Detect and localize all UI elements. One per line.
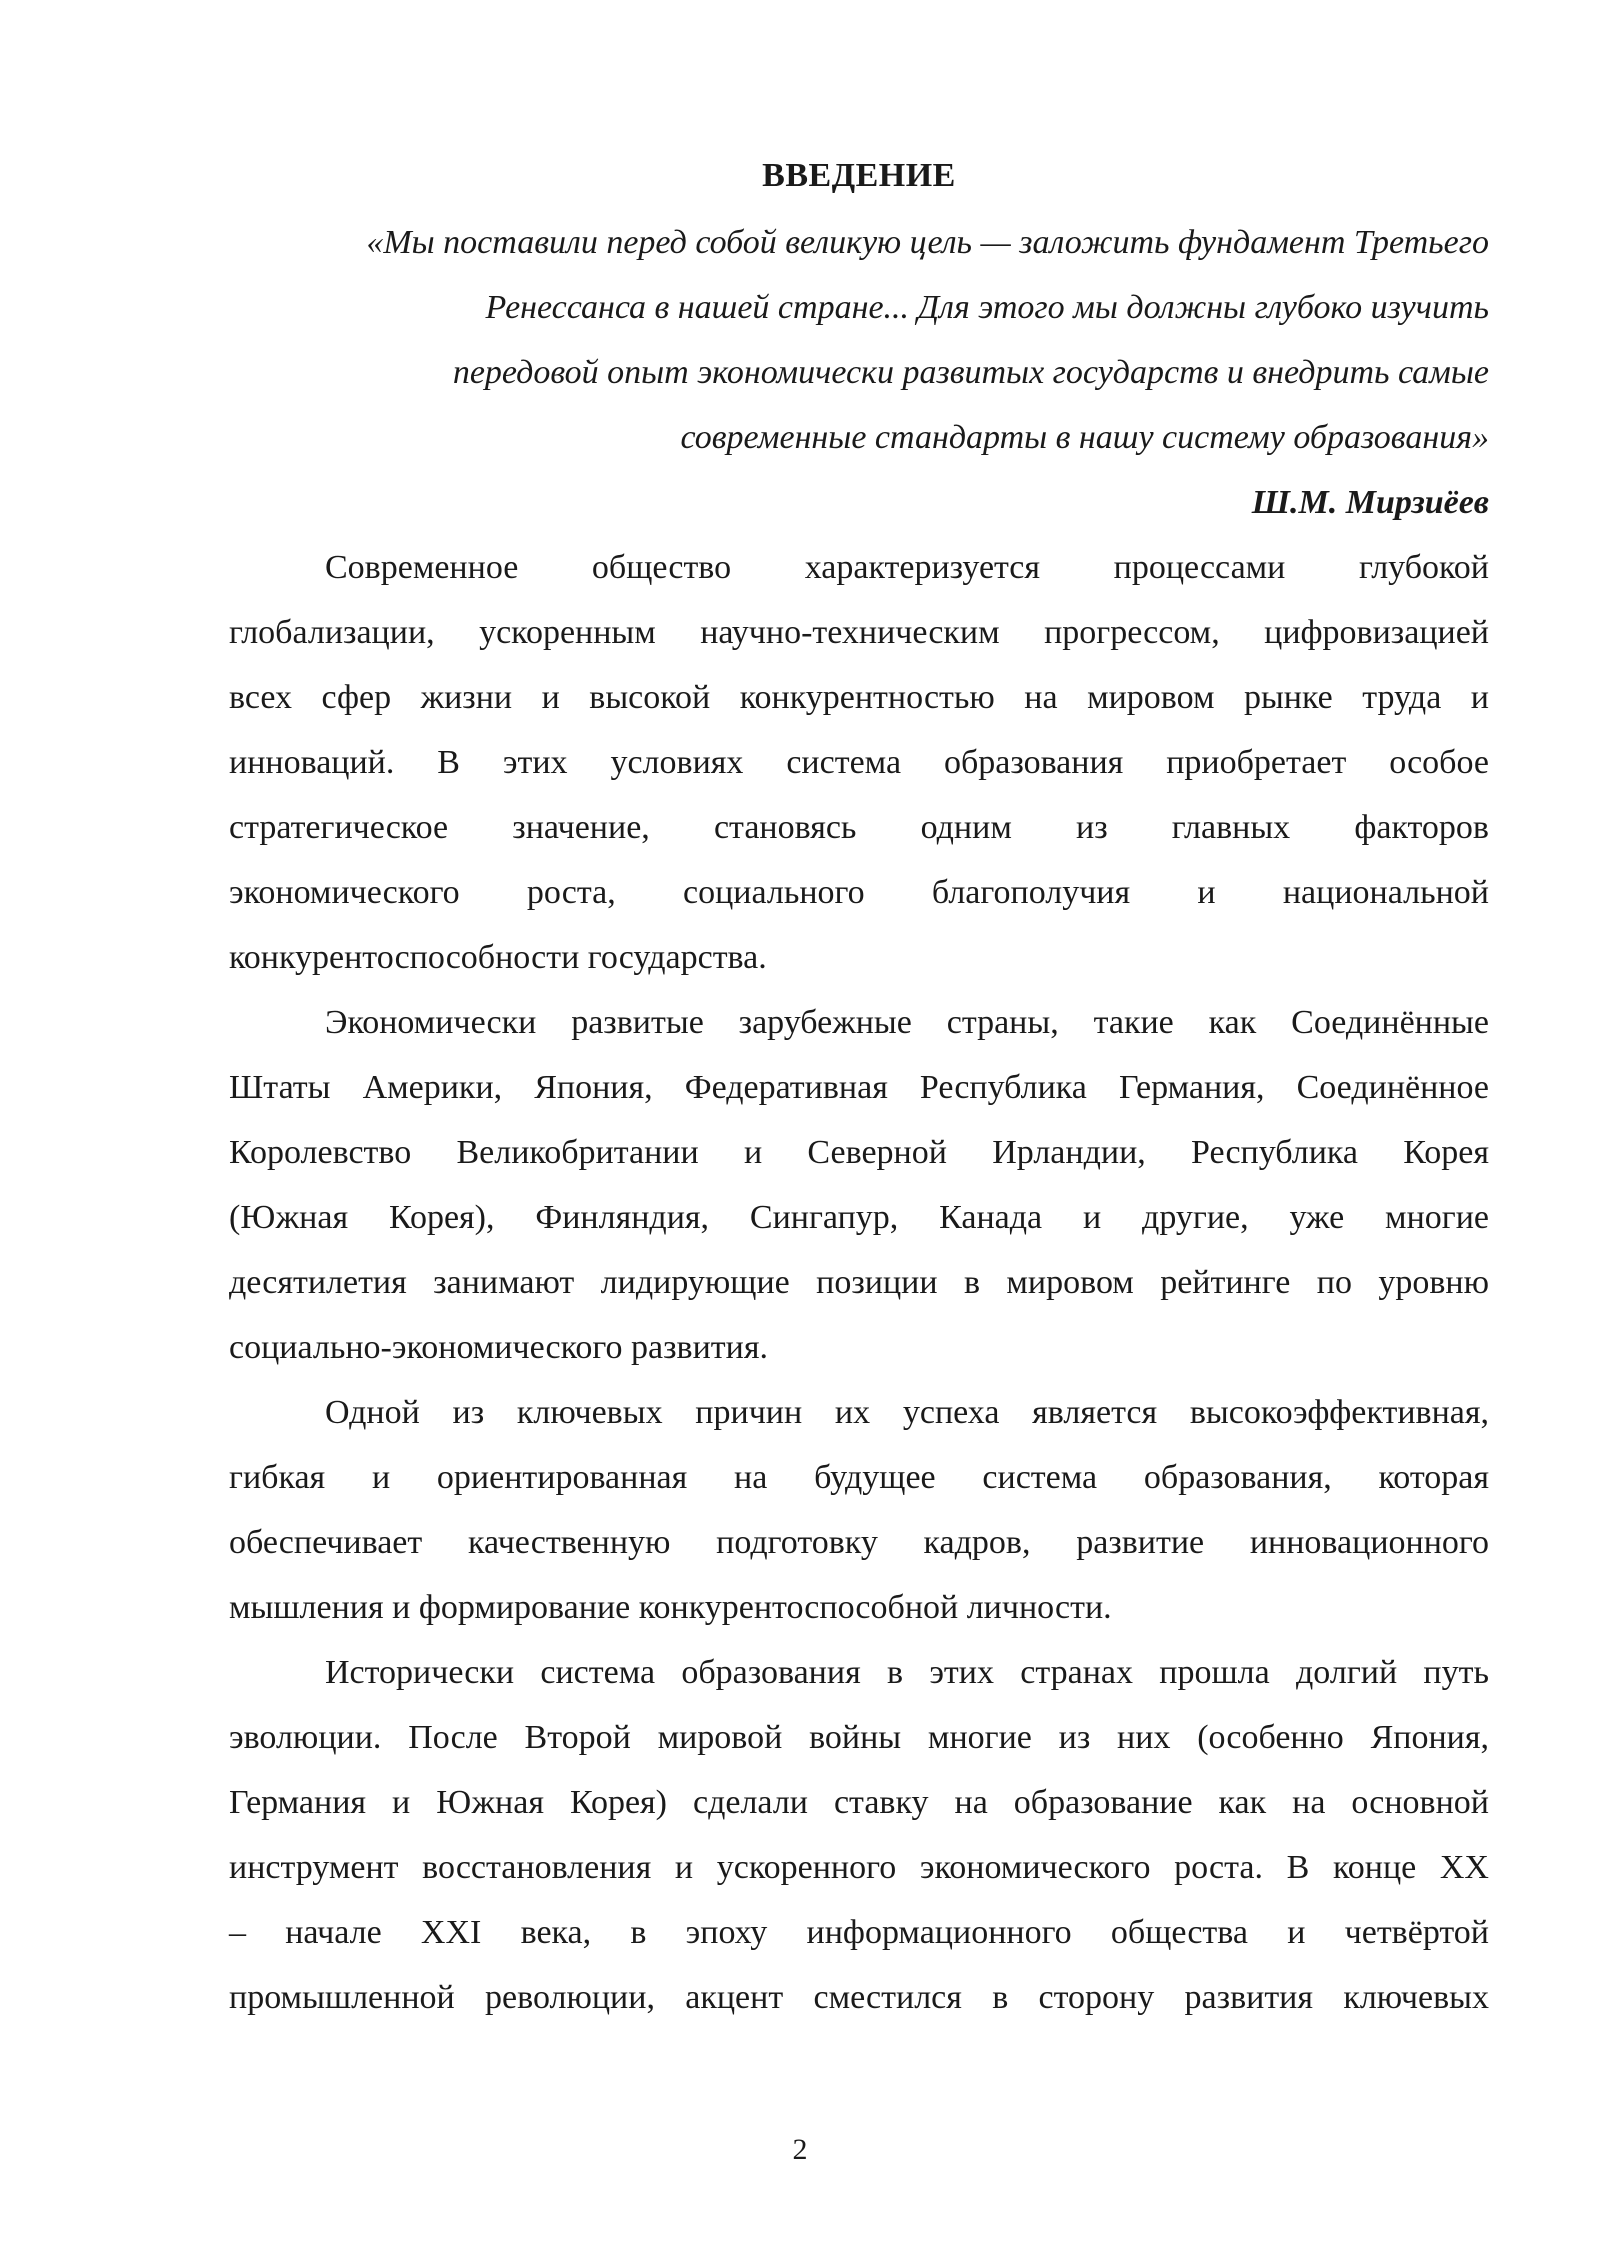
paragraph-line: Одной из ключевых причин их успеха является высокоэффективная, bbox=[325, 1394, 1489, 1431]
body-paragraph bbox=[229, 1640, 1489, 2030]
body-paragraph bbox=[229, 1380, 1489, 1640]
paragraph-line: инструмент восстановления и ускоренного экономического роста. В конце XX bbox=[229, 1849, 1489, 1886]
paragraph-line: гибкая и ориентированная на будущее система образования, которая bbox=[229, 1459, 1489, 1496]
page-number: 2 bbox=[792, 2133, 808, 2166]
paragraph-line: Штаты Америки, Япония, Федеративная Республика Германия, Соединённое bbox=[229, 1069, 1489, 1106]
paragraph-line: (Южная Корея), Финляндия, Сингапур, Канада и другие, уже многие bbox=[229, 1199, 1489, 1236]
body-paragraph bbox=[229, 535, 1489, 990]
paragraph-line: Германия и Южная Корея) сделали ставку на образование как на основной bbox=[229, 1784, 1489, 1821]
paragraph-line: всех сфер жизни и высокой конкурентностью на мировом рынке труда и bbox=[229, 679, 1489, 716]
paragraph-line: Королевство Великобритании и Северной Ирландии, Республика Корея bbox=[229, 1134, 1489, 1171]
paragraph-line: Экономически развитые зарубежные страны, такие как Соединённые bbox=[325, 1004, 1489, 1041]
epigraph-line: Ренессанса в нашей стране... Для этого мы должны глубоко изучить bbox=[485, 289, 1489, 326]
paragraph-line: стратегическое значение, становясь одним из главных факторов bbox=[229, 809, 1489, 846]
epigraph-line: современные стандарты в нашу систему образования» bbox=[680, 419, 1489, 456]
paragraph-line: Современное общество характеризуется процессами глубокой bbox=[325, 549, 1489, 586]
epigraph-line: «Мы поставили перед собой великую цель — заложить фундамент Третьего bbox=[366, 224, 1489, 261]
paragraph-line: мышления и формирование конкурентоспособной личности. bbox=[229, 1589, 1112, 1626]
paragraph-line: десятилетия занимают лидирующие позиции в мировом рейтинге по уровню bbox=[229, 1264, 1489, 1301]
paragraph-line: промышленной революции, акцент сместился в сторону развития ключевых bbox=[229, 1979, 1489, 2016]
paragraph-line: глобализации, ускоренным научно-техническим прогрессом, цифровизацией bbox=[229, 614, 1489, 651]
paragraph-line: эволюции. После Второй мировой войны многие из них (особенно Япония, bbox=[229, 1719, 1489, 1756]
paragraph-line: социально-экономического развития. bbox=[229, 1329, 768, 1366]
paragraph-line: конкурентоспособности государства. bbox=[229, 939, 767, 976]
body-text bbox=[229, 535, 1489, 2030]
paragraph-line: Исторически система образования в этих странах прошла долгий путь bbox=[325, 1654, 1489, 1691]
paragraph-line: – начале XXI века, в эпоху информационного общества и четвёртой bbox=[229, 1914, 1489, 1951]
paragraph-line: инноваций. В этих условиях система образования приобретает особое bbox=[229, 744, 1489, 781]
epigraph-line: передовой опыт экономически развитых государств и внедрить самые bbox=[452, 354, 1489, 391]
section-title: ВВЕДЕНИЕ bbox=[762, 157, 956, 194]
body-paragraph bbox=[229, 990, 1489, 1380]
paragraph-line: экономического роста, социального благополучия и национальной bbox=[229, 874, 1489, 911]
page-content bbox=[229, 150, 1489, 2030]
paragraph-line: обеспечивает качественную подготовку кадров, развитие инновационного bbox=[229, 1524, 1489, 1561]
epigraph-quote bbox=[229, 210, 1489, 470]
epigraph-author: Ш.М. Мирзиёев bbox=[1251, 484, 1489, 521]
